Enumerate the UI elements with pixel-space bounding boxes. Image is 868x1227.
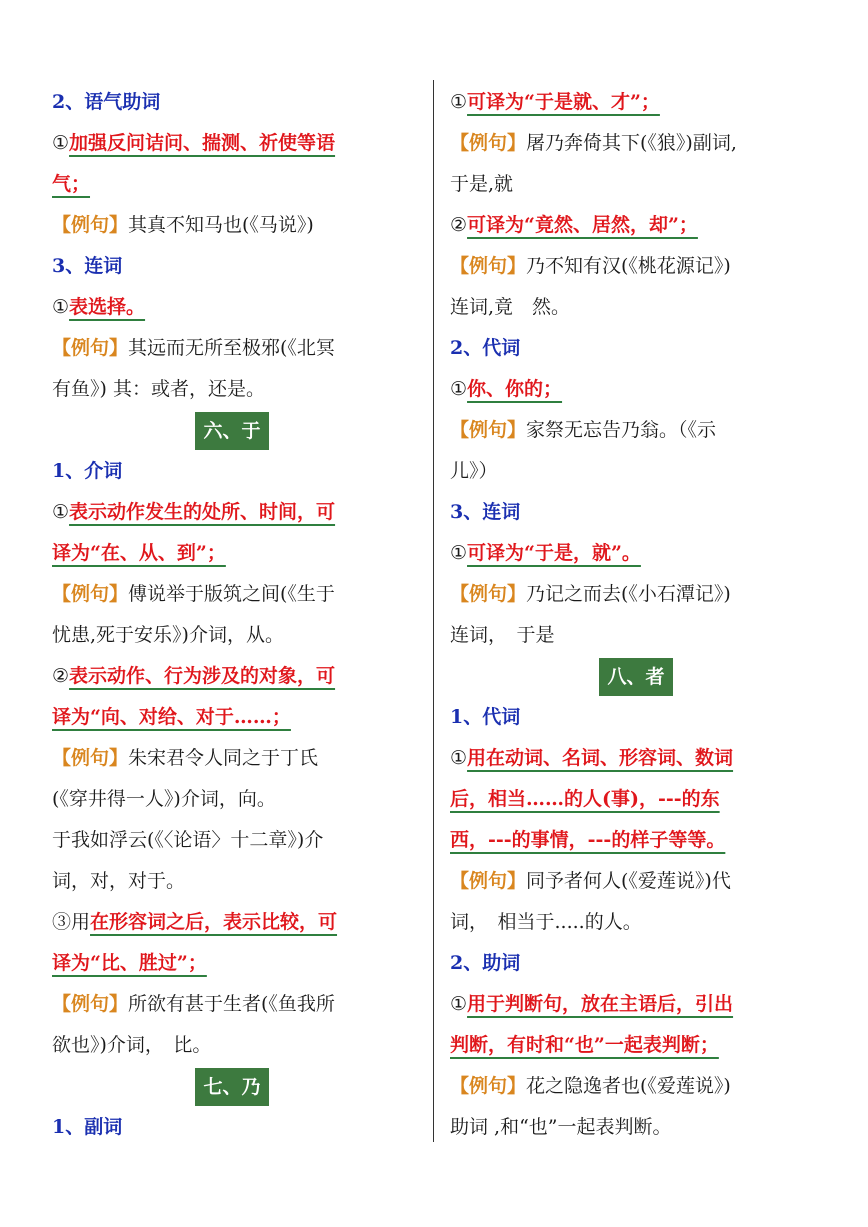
example-text: 于我如浮云(《〈论语〉十二章》)介 (52, 829, 324, 851)
rule-text: 表选择。 (69, 296, 146, 318)
rule-line (450, 82, 822, 123)
rule-number: ① (450, 747, 468, 769)
example-tag: 【例句】 (450, 870, 527, 892)
column-divider (433, 80, 434, 1142)
rule-line (450, 738, 822, 779)
example-line (450, 410, 822, 451)
heading-modal-particle: 2、语气助词 (52, 91, 161, 113)
rule-line (450, 533, 822, 574)
rule-line (52, 943, 412, 984)
rule-text: 在形容词之后，表示比较，可 (90, 911, 338, 933)
example-text: 傅说举于版筑之间(《生于 (128, 583, 335, 605)
example-tag: 【例句】 (52, 583, 129, 605)
example-tag: 【例句】 (450, 419, 527, 441)
example-text: 有鱼》) 其：或者，还是。 (52, 378, 265, 400)
rule-line (450, 820, 822, 861)
rule-text: 用于判断句，放在主语后，引出 (467, 993, 734, 1015)
rule-number: ① (52, 296, 70, 318)
rule-text: 西，---的事情，---的样子等等。 (450, 829, 726, 851)
rule-line (52, 697, 412, 738)
rule-text: 可译为“于是就、才”； (467, 91, 660, 113)
example-text: 词， 相当于.....的人。 (450, 911, 642, 933)
rule-text: 表示动作、行为涉及的对象，可 (69, 665, 336, 687)
rule-line (450, 369, 822, 410)
example-text: 朱宋君令人同之于丁氏 (128, 747, 319, 769)
rule-number: ③用 (52, 911, 91, 933)
rule-line (450, 984, 822, 1025)
example-line (52, 328, 412, 369)
rule-text: 你、你的； (467, 378, 563, 400)
rule-line (52, 287, 412, 328)
example-text: 花之隐逸者也(《爱莲说》) (526, 1075, 731, 1097)
heading-conjunction: 3、连词 (52, 255, 123, 277)
left-column (52, 82, 412, 1148)
example-line (52, 738, 412, 779)
rule-number: ① (450, 993, 468, 1015)
example-text: 乃记之而去(《小石潭记》) (526, 583, 731, 605)
heading-conjunction: 3、连词 (450, 501, 521, 523)
example-text: 连词,竟 然。 (450, 296, 571, 318)
rule-line (52, 902, 412, 943)
example-line (450, 574, 822, 615)
rule-text: 表示动作发生的处所、时间，可 (69, 501, 336, 523)
rule-number: ① (450, 378, 468, 400)
example-tag: 【例句】 (52, 747, 129, 769)
rule-text: 气； (52, 173, 91, 195)
rule-text: 译为“向、对给、对于……； (52, 706, 291, 728)
example-tag: 【例句】 (450, 132, 527, 154)
right-column (450, 82, 822, 1148)
example-text: 屠乃奔倚其下(《狼》)副词, (526, 132, 737, 154)
rule-text: 判断，有时和“也”一起表判断； (450, 1034, 719, 1056)
section-title-yu: 六、于 (195, 412, 268, 450)
heading-pronoun: 1、代词 (450, 706, 521, 728)
rule-line (450, 779, 822, 820)
heading-pronoun: 2、代词 (450, 337, 521, 359)
example-text: 所欲有甚于生者(《鱼我所 (128, 993, 335, 1015)
section-title-zhe: 八、者 (599, 658, 672, 696)
heading-adverb: 1、副词 (52, 1116, 123, 1138)
example-text: 于是,就 (450, 173, 514, 195)
example-text: 连词， 于是 (450, 624, 555, 646)
rule-text: 后，相当……的人(事)，---的东 (450, 788, 720, 810)
rule-text: 加强反问诘问、揣测、祈使等语 (69, 132, 336, 154)
example-text: 乃不知有汉(《桃花源记》) (526, 255, 731, 277)
rule-line (52, 533, 412, 574)
example-text: 儿》） (450, 460, 498, 482)
example-line (52, 574, 412, 615)
example-line (450, 1066, 822, 1107)
section-row (450, 656, 822, 697)
rule-line (52, 656, 412, 697)
example-tag: 【例句】 (450, 1075, 527, 1097)
rule-number: ② (52, 665, 70, 687)
rule-line (52, 492, 412, 533)
example-tag: 【例句】 (450, 583, 527, 605)
rule-number: ② (450, 214, 468, 236)
rule-line (52, 123, 412, 164)
rule-line (450, 1025, 822, 1066)
example-text: (《穿井得一人》)介词，向。 (52, 788, 276, 810)
example-text: 助词 ,和“也”一起表判断。 (450, 1116, 672, 1138)
rule-number: ① (52, 501, 70, 523)
example-tag: 【例句】 (52, 993, 129, 1015)
example-text: 词，对，对于。 (52, 870, 186, 892)
example-text: 欲也》)介词， 比。 (52, 1034, 212, 1056)
example-line (450, 861, 822, 902)
rule-text: 译为“比、胜过”； (52, 952, 207, 974)
example-tag: 【例句】 (450, 255, 527, 277)
heading-preposition: 1、介词 (52, 460, 123, 482)
example-line (450, 246, 822, 287)
example-line (52, 205, 412, 246)
example-line (52, 984, 412, 1025)
rule-text: 可译为“于是，就”。 (467, 542, 641, 564)
rule-number: ① (450, 91, 468, 113)
section-row (52, 1066, 412, 1107)
rule-text: 可译为“竟然、居然，却”； (467, 214, 698, 236)
section-row (52, 410, 412, 451)
example-text: 其真不知马也(《马说》) (128, 214, 314, 236)
rule-text: 用在动词、名词、形容词、数词 (467, 747, 734, 769)
rule-number: ① (450, 542, 468, 564)
example-tag: 【例句】 (52, 337, 129, 359)
example-text: 其远而无所至极邪(《北冥 (128, 337, 335, 359)
example-line (450, 123, 822, 164)
example-text: 家祭无忘告乃翁。（《示 (526, 419, 717, 441)
example-text: 同予者何人(《爱莲说》)代 (526, 870, 731, 892)
example-text: 忧患,死于安乐》)介词，从。 (52, 624, 284, 646)
rule-text: 译为“在、从、到”； (52, 542, 226, 564)
heading-auxiliary: 2、助词 (450, 952, 521, 974)
section-title-nai: 七、乃 (195, 1068, 268, 1106)
rule-number: ① (52, 132, 70, 154)
rule-line (52, 164, 412, 205)
example-tag: 【例句】 (52, 214, 129, 236)
rule-line (450, 205, 822, 246)
